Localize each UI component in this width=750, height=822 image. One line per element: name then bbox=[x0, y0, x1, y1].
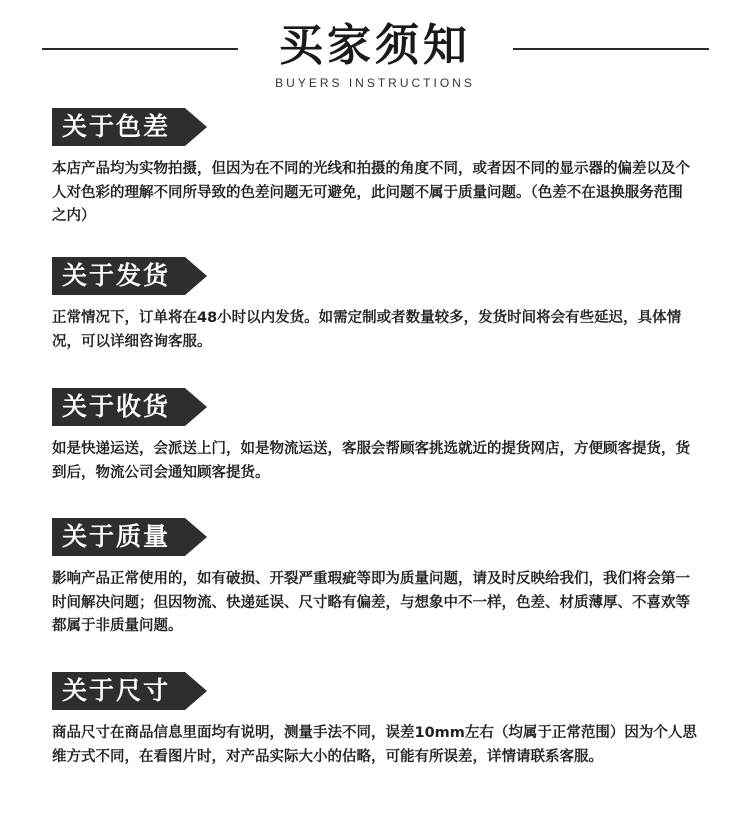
section-tag bbox=[52, 257, 207, 295]
page-header bbox=[0, 0, 750, 100]
section-title: 关于质量 bbox=[62, 522, 171, 551]
section-title: 关于尺寸 bbox=[62, 676, 171, 705]
section-title: 关于色差 bbox=[62, 112, 171, 141]
section-tag bbox=[52, 672, 207, 710]
section-text: 如是快递运送，会派送上门，如是物流运送，客服会帮顾客挑选就近的提货网店，方便顾客提货，货到后，物流公司会通知顾客提货。 bbox=[52, 441, 690, 481]
section-text: 影响产品正常使用的，如有破损、开裂严重瑕疵等即为质量问题，请及时反映给我们，我们将会第一时间解决问题；但因物流、快递延误、尺寸略有偏差，与想象中不一样，色差、材质薄厚、不喜欢等都属于非质量问题。 bbox=[52, 571, 690, 634]
section-title: 关于发货 bbox=[62, 261, 171, 290]
page-title: 买家须知 bbox=[279, 20, 471, 71]
section-tag bbox=[52, 388, 207, 426]
section-tag bbox=[52, 518, 207, 556]
section-text: 商品尺寸在商品信息里面均有说明，测量手法不同，误差10mm左右（均属于正常范围）因为个人思维方式不同，在看图片时，对产品实际大小的估略，可能有所误差，详情请联系客服。 bbox=[52, 725, 697, 765]
header-rule-right bbox=[513, 48, 709, 50]
section-tag bbox=[52, 108, 207, 146]
page-subtitle: BUYERS INSTRUCTIONS bbox=[275, 76, 475, 90]
section-text: 正常情况下，订单将在48小时以内发货。如需定制或者数量较多，发货时间将会有些延迟，具体情况，可以详细咨询客服。 bbox=[52, 310, 682, 350]
section-title: 关于收货 bbox=[62, 392, 171, 421]
section-text: 本店产品均为实物拍摄，但因为在不同的光线和拍摄的角度不同，或者因不同的显示器的偏差以及个人对色彩的理解不同所导致的色差问题无可避免，此问题不属于质量问题。（色差不在退换服务范围之内） bbox=[52, 161, 690, 224]
